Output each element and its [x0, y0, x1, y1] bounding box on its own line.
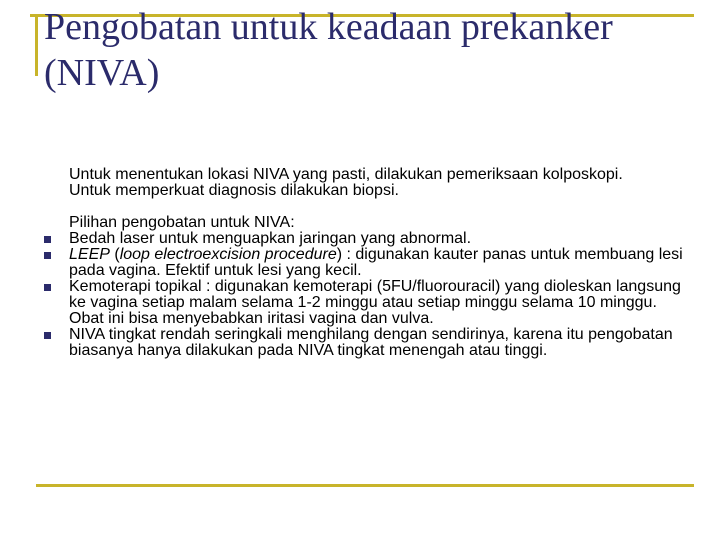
- paragraph-spacer: [69, 199, 689, 215]
- square-bullet-icon: [44, 284, 51, 291]
- list-item-note: Obat ini bisa menyebabkan iritasi vagina dan vulva.: [69, 310, 434, 327]
- leep-paren-open: (: [109, 246, 120, 263]
- list-item-laser: [69, 231, 689, 247]
- slide-title: [44, 4, 704, 96]
- footer-rule: [36, 484, 694, 487]
- leep-description: ) : digunakan kauter panas untuk membuang lesi pada vagina. Efektif untuk lesi yang kecil.: [69, 246, 683, 279]
- list-item-text: Kemoterapi topikal : digunakan kemoterapi (5FU/fluorouracil) yang dioleskan langsung ke vagina setiap malam selama 1-2 minggu atau setiap minggu selama 10 minggu.: [69, 278, 681, 311]
- intro-line-colposcopy: Untuk menentukan lokasi NIVA yang pasti, dilakukan pemeriksaan kolposkopi.: [69, 166, 623, 183]
- square-bullet-icon: [44, 236, 51, 243]
- intro-line-biopsy: Untuk memperkuat diagnosis dilakukan biopsi.: [69, 182, 399, 199]
- slide-body: [69, 167, 689, 359]
- leep-term-full: loop electroexcision procedure: [119, 246, 337, 263]
- square-bullet-icon: [44, 252, 51, 259]
- list-item-leep: [69, 247, 689, 279]
- title-frame-left-rule: [35, 14, 38, 76]
- list-item-low-grade: [69, 327, 689, 359]
- list-item-text: Bedah laser untuk menguapkan jaringan yang abnormal.: [69, 230, 472, 247]
- leep-term: LEEP: [69, 246, 110, 263]
- options-heading: Pilihan pengobatan untuk NIVA:: [69, 214, 295, 231]
- square-bullet-icon: [44, 332, 51, 339]
- slide-title-line-2: (NIVA): [44, 52, 160, 94]
- list-item-text: NIVA tingkat rendah seringkali menghilang dengan sendirinya, karena itu pengobatan biasanya hanya dilakukan pada NIVA tingkat menengah atau tinggi.: [69, 326, 673, 359]
- list-item-topical-chemo: [69, 279, 689, 327]
- slide-title-line-1: Pengobatan untuk keadaan prekanker: [44, 6, 613, 48]
